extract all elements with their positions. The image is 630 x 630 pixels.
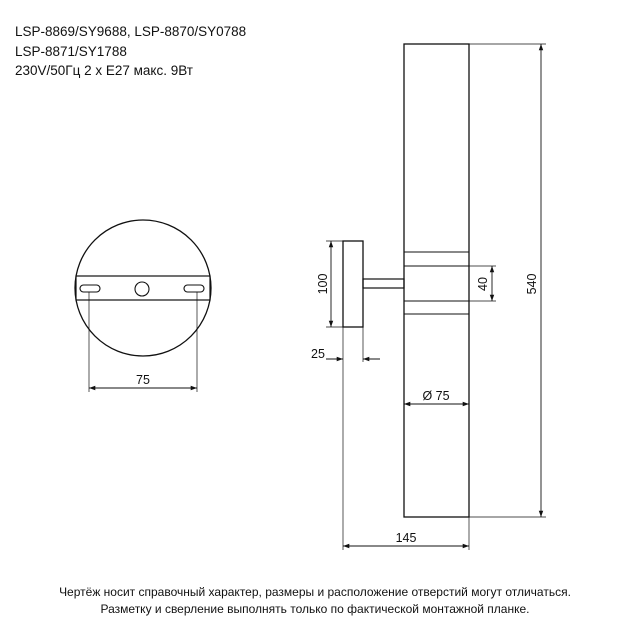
left-slot <box>80 285 100 292</box>
model-line-1: LSP-8869/SY9688, LSP-8870/SY0788 <box>15 24 247 39</box>
lamp-tube <box>404 44 469 517</box>
plate-width-label: 75 <box>136 373 150 387</box>
band-height-label: 40 <box>476 277 490 291</box>
model-line-2: LSP-8871/SY1788 <box>15 43 127 59</box>
canopy-circle <box>75 220 211 356</box>
disclaimer-line-2: Разметку и сверление выполнять только по фактической монтажной планке. <box>100 602 530 616</box>
wall-plate <box>343 241 363 327</box>
tube-diameter-label: Ø 75 <box>422 389 450 403</box>
disclaimer <box>0 584 630 618</box>
disclaimer-line-1: Чертёж носит справочный характер, размеры и расположение отверстий могут отличаться. <box>59 585 571 599</box>
center-hole <box>135 282 149 296</box>
right-slot <box>184 285 204 292</box>
canopy-front-view <box>75 220 211 392</box>
total-depth-label: 145 <box>395 531 417 545</box>
arm <box>363 279 404 288</box>
lamp-side-view <box>311 44 546 550</box>
plate-height-label: 100 <box>316 273 330 295</box>
total-height-label: 540 <box>525 273 539 295</box>
spec-line: 230V/50Гц 2 х E27 макс. 9Вт <box>15 63 193 78</box>
arm-depth-label: 25 <box>311 347 325 361</box>
